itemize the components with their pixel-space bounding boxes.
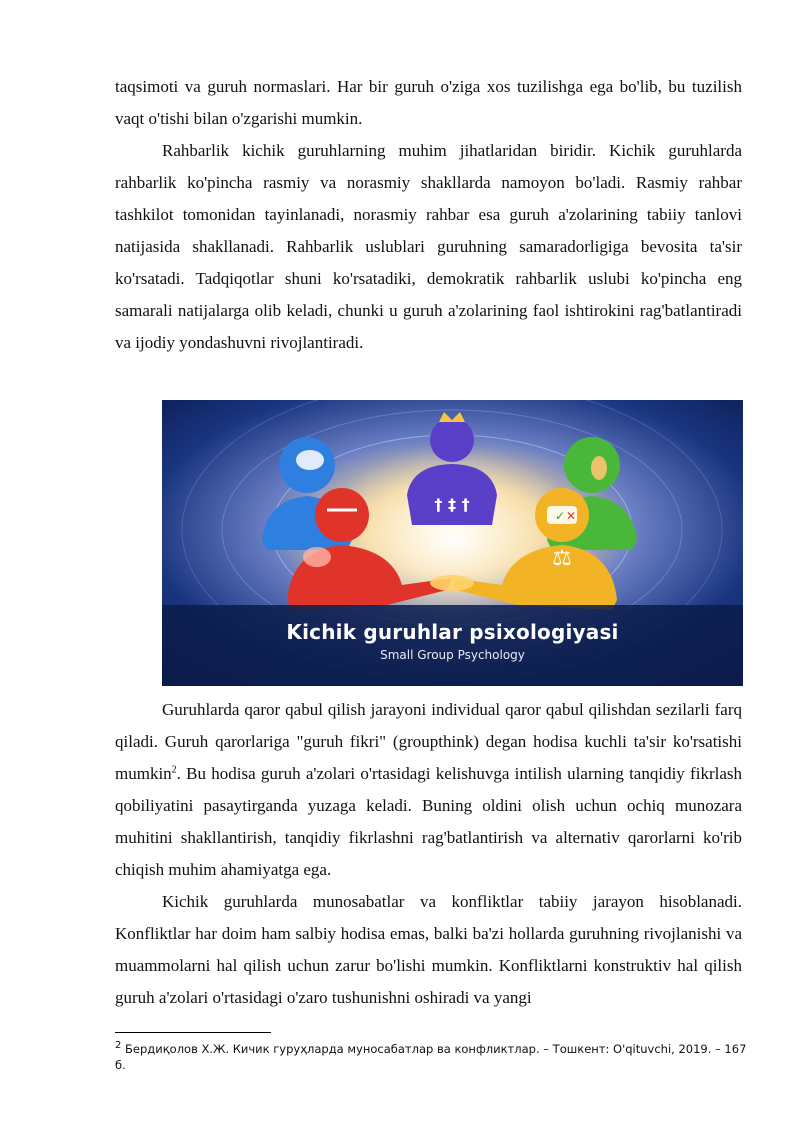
paragraph-4: Kichik guruhlarda munosabatlar va konfliktlar tabiiy jarayon hisoblanadi. Konfliktlar har doim ham salbiy hodisa emas, balki ba'zi hollarda guruhning rivojlanishi va muammolarni hal qilish uchun zarur bo'lishi mumkin. Konfliktlarni konstruktiv hal qilish guruh a'zolari o'rtasidagi o'zaro tushunishni oshiradi va yangi: [115, 892, 742, 1007]
paragraph-3-text-a: Guruhlarda qaror qabul qilish jarayoni individual qaror qabul qilishdan sezilarli farq qiladi. Guruh qarorlariga "guruh fikri" (groupthink) degan hodisa kuchli ta'sir ko'rsatishi mumkin: [115, 700, 742, 783]
paragraph-decision-making: [115, 694, 742, 886]
ear-icon: [591, 456, 607, 480]
figure-title: Kichik guruhlar psixologiyasi: [286, 620, 619, 644]
paragraph-3: [115, 694, 742, 886]
svg-text:✕: ✕: [566, 509, 577, 523]
figure-subtitle: Small Group Psychology: [380, 648, 525, 662]
brain-icon: [303, 547, 331, 567]
footnote-reference[interactable]: 2: [171, 764, 177, 776]
svg-text:⚖: ⚖: [552, 546, 572, 571]
paragraph-conflicts: [115, 886, 742, 1014]
paragraph-continuation: [115, 71, 742, 135]
paragraph-leadership: [115, 135, 742, 359]
paragraph-3-text-b: . Bu hodisa guruh a'zolari o'rtasidagi kelishuvga intilish ularning tanqidiy fikrlash qobiliyatini pasaytirganda yuzaga keladi. Buning oldini olish uchun ochiq munozara muhitini shakllantirish, tanqidiy fikrlashni rag'batlantirish va alternativ qarorlarni ko'rib chiqish muhim ahamiyatga ega.: [115, 764, 742, 879]
svg-text:✓: ✓: [555, 509, 566, 523]
handshake-icon: [430, 575, 474, 591]
footnote-number: 2: [115, 1040, 122, 1052]
footnote-separator: [115, 1032, 271, 1033]
paragraph-1: taqsimoti va guruh normaslari. Har bir guruh o'ziga xos tuzilishga ega bo'lib, bu tuzilish vaqt o'tishi bilan o'zgarishi mumkin.: [115, 77, 742, 128]
group-psychology-illustration: [162, 400, 743, 686]
paragraph-2: Rahbarlik kichik guruhlarning muhim jihatlaridan biridir. Kichik guruhlarda rahbarlik ko'pincha rasmiy va norasmiy shakllarda namoyon bo'ladi. Rasmiy rahbar tashkilot tomonidan tayinlanadi, norasmiy rahbar esa guruh a'zolarining tabiiy tanlovi natijasida shakllanadi. Rahbarlik uslublari guruhning samaradorligiga bevosita ta'sir ko'rsatadi. Tadqiqotlar shuni ko'rsatadiki, demokratik rahbarlik uslubi ko'pincha eng samarali natijalarga olib keladi, chunki u guruh a'zolarining faol ishtirokini rag'batlantiradi va ijodiy yondashuvni rivojlantiradi.: [115, 141, 742, 352]
footnote-text: Бердиқолов Х.Ж. Кичик гуруҳларда муносабатлар ва конфликтлар. – Тошкент: O'qituvchi, 2019. – 167 б.: [115, 1042, 747, 1072]
footnote: [115, 1041, 755, 1073]
svg-text:† ‡ †: † ‡ †: [434, 495, 470, 514]
